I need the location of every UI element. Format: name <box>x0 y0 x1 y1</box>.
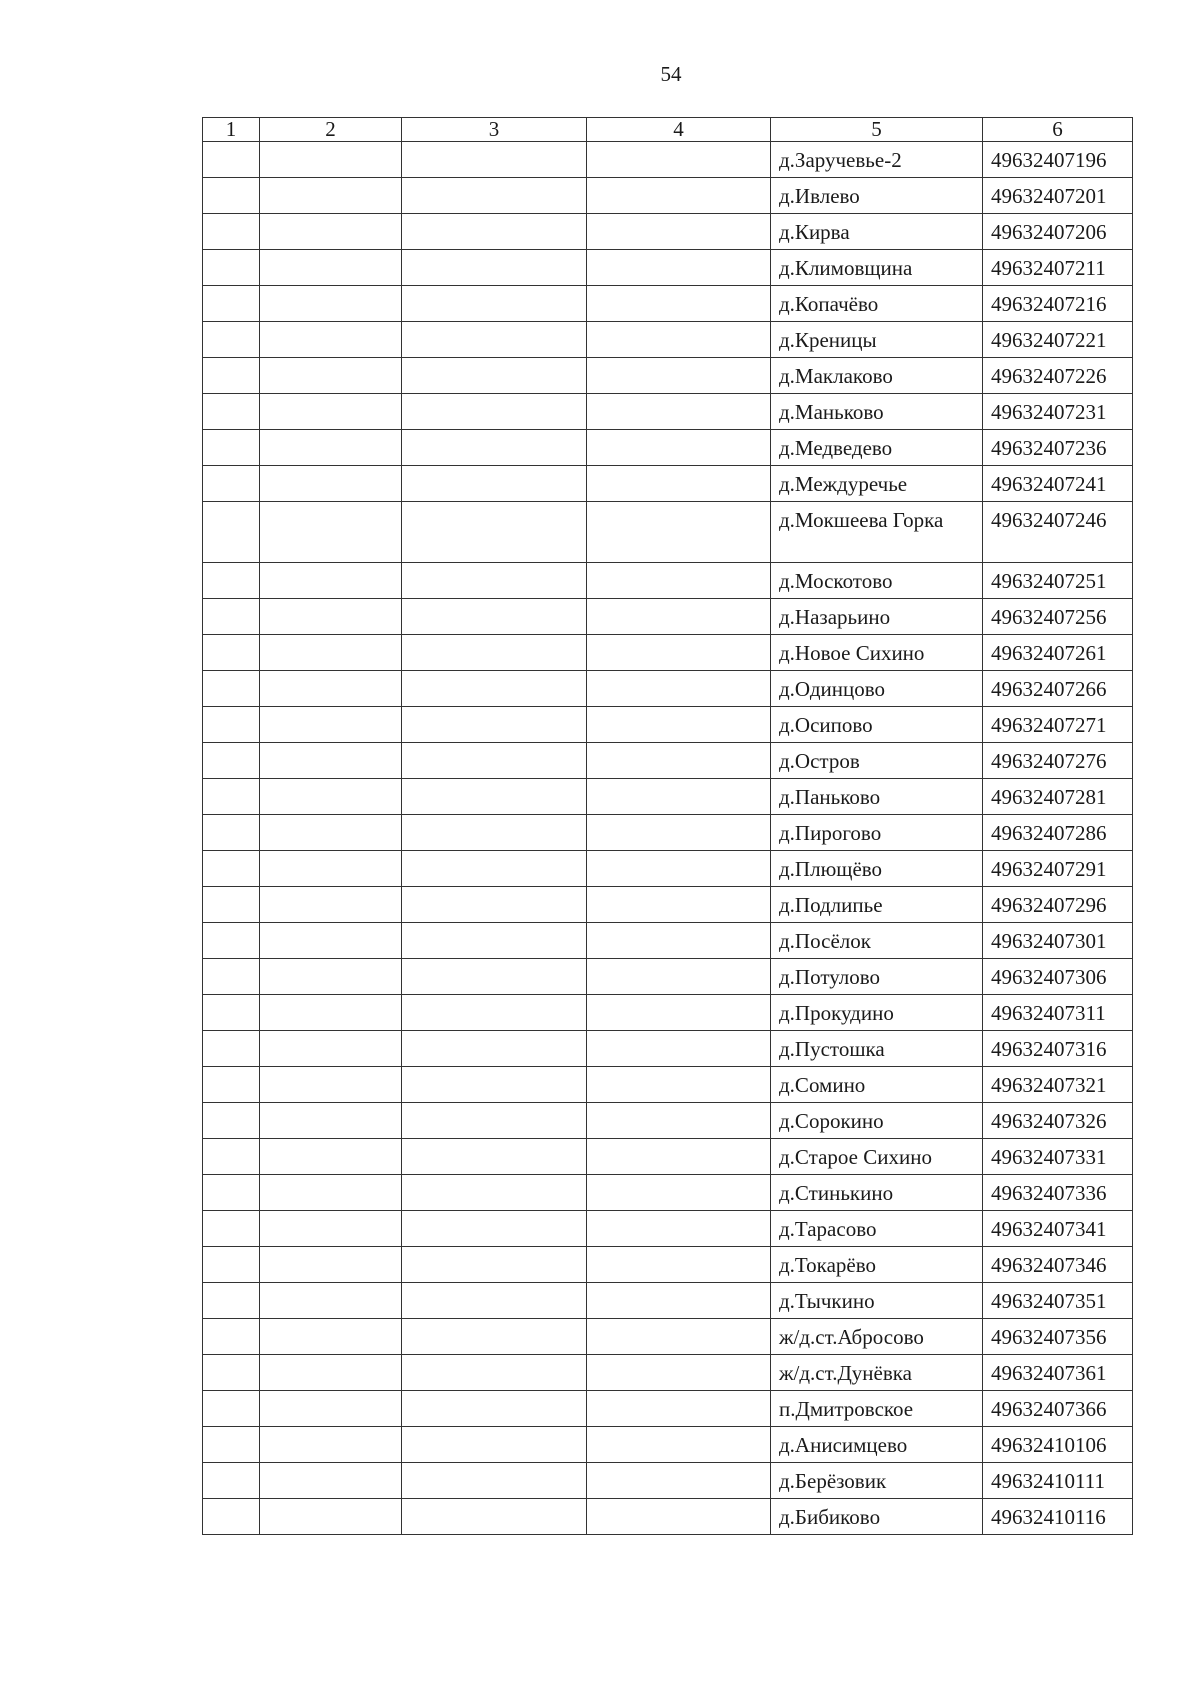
empty-cell <box>587 286 771 322</box>
empty-cell <box>260 1499 402 1535</box>
oktmo-code-cell: 49632407241 <box>983 466 1133 502</box>
oktmo-code-cell: 49632407341 <box>983 1211 1133 1247</box>
empty-cell <box>203 1391 260 1427</box>
empty-cell <box>402 563 587 599</box>
oktmo-code-cell: 49632410111 <box>983 1463 1133 1499</box>
settlement-name-cell: д.Креницы <box>771 322 983 358</box>
settlement-name-cell: д.Маньково <box>771 394 983 430</box>
empty-cell <box>587 250 771 286</box>
empty-cell <box>402 1103 587 1139</box>
empty-cell <box>402 887 587 923</box>
oktmo-code-cell: 49632407356 <box>983 1319 1133 1355</box>
settlement-name-cell: д.Анисимцево <box>771 1427 983 1463</box>
oktmo-code-cell: 49632407196 <box>983 142 1133 178</box>
table-row <box>203 1031 1133 1067</box>
settlement-name-cell: д.Старое Сихино <box>771 1139 983 1175</box>
oktmo-code-cell: 49632407271 <box>983 707 1133 743</box>
empty-cell <box>402 1211 587 1247</box>
table-row <box>203 1067 1133 1103</box>
empty-cell <box>402 1247 587 1283</box>
table-row <box>203 286 1133 322</box>
empty-cell <box>402 178 587 214</box>
empty-cell <box>402 466 587 502</box>
empty-cell <box>402 1139 587 1175</box>
empty-cell <box>203 851 260 887</box>
settlement-name-cell: д.Назарьино <box>771 599 983 635</box>
empty-cell <box>402 1463 587 1499</box>
empty-cell <box>260 430 402 466</box>
empty-cell <box>587 358 771 394</box>
empty-cell <box>203 250 260 286</box>
oktmo-code-cell: 49632407361 <box>983 1355 1133 1391</box>
oktmo-code-cell: 49632407316 <box>983 1031 1133 1067</box>
empty-cell <box>402 286 587 322</box>
empty-cell <box>203 923 260 959</box>
oktmo-code-cell: 49632407331 <box>983 1139 1133 1175</box>
empty-cell <box>260 1355 402 1391</box>
settlement-name-cell: д.Сорокино <box>771 1103 983 1139</box>
settlement-name-cell: д.Тарасово <box>771 1211 983 1247</box>
table-row <box>203 1319 1133 1355</box>
empty-cell <box>402 1031 587 1067</box>
empty-cell <box>402 599 587 635</box>
table-row <box>203 563 1133 599</box>
table-row <box>203 743 1133 779</box>
empty-cell <box>587 1247 771 1283</box>
oktmo-code-cell: 49632407211 <box>983 250 1133 286</box>
empty-cell <box>260 502 402 563</box>
empty-cell <box>203 563 260 599</box>
page-number: 54 <box>660 62 682 86</box>
empty-cell <box>587 1427 771 1463</box>
settlement-name-cell: д.Осипово <box>771 707 983 743</box>
empty-cell <box>260 923 402 959</box>
table-row <box>203 1391 1133 1427</box>
oktmo-code-cell: 49632407346 <box>983 1247 1133 1283</box>
empty-cell <box>203 1247 260 1283</box>
empty-cell <box>587 563 771 599</box>
empty-cell <box>402 1319 587 1355</box>
empty-cell <box>203 815 260 851</box>
settlement-name-cell: д.Посёлок <box>771 923 983 959</box>
settlement-name-cell: ж/д.ст.Дунёвка <box>771 1355 983 1391</box>
empty-cell <box>260 671 402 707</box>
empty-cell <box>402 1391 587 1427</box>
empty-cell <box>260 851 402 887</box>
table-row <box>203 214 1133 250</box>
empty-cell <box>260 358 402 394</box>
oktmo-code-cell: 49632407251 <box>983 563 1133 599</box>
settlement-name-cell: д.Берёзовик <box>771 1463 983 1499</box>
table-row <box>203 995 1133 1031</box>
empty-cell <box>260 815 402 851</box>
empty-cell <box>203 502 260 563</box>
oktmo-code-cell: 49632407321 <box>983 1067 1133 1103</box>
empty-cell <box>203 142 260 178</box>
empty-cell <box>402 214 587 250</box>
empty-cell <box>587 1391 771 1427</box>
empty-cell <box>587 214 771 250</box>
settlement-name-cell: д.Москотово <box>771 563 983 599</box>
settlement-name-cell: д.Одинцово <box>771 671 983 707</box>
settlement-name-cell: д.Ивлево <box>771 178 983 214</box>
settlement-name-cell: д.Тычкино <box>771 1283 983 1319</box>
empty-cell <box>203 995 260 1031</box>
empty-cell <box>203 1175 260 1211</box>
empty-cell <box>260 563 402 599</box>
oktmo-code-cell: 49632407336 <box>983 1175 1133 1211</box>
table-row <box>203 142 1133 178</box>
empty-cell <box>587 743 771 779</box>
empty-cell <box>260 142 402 178</box>
empty-cell <box>260 1103 402 1139</box>
empty-cell <box>587 635 771 671</box>
empty-cell <box>260 322 402 358</box>
oktmo-code-cell: 49632407231 <box>983 394 1133 430</box>
empty-cell <box>402 430 587 466</box>
empty-cell <box>203 1103 260 1139</box>
empty-cell <box>587 887 771 923</box>
oktmo-code-cell: 49632407201 <box>983 178 1133 214</box>
column-header: 4 <box>587 118 771 142</box>
empty-cell <box>402 502 587 563</box>
empty-cell <box>203 358 260 394</box>
table-row <box>203 1427 1133 1463</box>
empty-cell <box>203 430 260 466</box>
empty-cell <box>587 322 771 358</box>
empty-cell <box>587 671 771 707</box>
empty-cell <box>402 322 587 358</box>
empty-cell <box>402 743 587 779</box>
empty-cell <box>587 959 771 995</box>
empty-cell <box>203 1139 260 1175</box>
empty-cell <box>260 743 402 779</box>
empty-cell <box>587 430 771 466</box>
settlement-name-cell: д.Климовщина <box>771 250 983 286</box>
table-row <box>203 1355 1133 1391</box>
empty-cell <box>260 286 402 322</box>
settlement-name-cell: д.Потулово <box>771 959 983 995</box>
settlement-name-cell: д.Медведево <box>771 430 983 466</box>
table-row <box>203 502 1133 563</box>
empty-cell <box>260 214 402 250</box>
settlement-name-cell: д.Прокудино <box>771 995 983 1031</box>
empty-cell <box>587 178 771 214</box>
settlement-name-cell: д.Новое Сихино <box>771 635 983 671</box>
empty-cell <box>402 1427 587 1463</box>
empty-cell <box>402 1283 587 1319</box>
empty-cell <box>203 707 260 743</box>
table-row <box>203 671 1133 707</box>
table-row <box>203 635 1133 671</box>
oktmo-code-cell: 49632407221 <box>983 322 1133 358</box>
empty-cell <box>260 1319 402 1355</box>
empty-cell <box>587 1211 771 1247</box>
empty-cell <box>402 959 587 995</box>
table-row <box>203 1211 1133 1247</box>
empty-cell <box>203 1463 260 1499</box>
empty-cell <box>402 1067 587 1103</box>
empty-cell <box>587 1355 771 1391</box>
empty-cell <box>587 779 771 815</box>
settlement-name-cell: д.Кирва <box>771 214 983 250</box>
empty-cell <box>587 599 771 635</box>
empty-cell <box>260 1211 402 1247</box>
column-header: 3 <box>402 118 587 142</box>
empty-cell <box>260 599 402 635</box>
empty-cell <box>402 394 587 430</box>
empty-cell <box>402 1175 587 1211</box>
column-header: 6 <box>983 118 1133 142</box>
empty-cell <box>260 1175 402 1211</box>
empty-cell <box>203 743 260 779</box>
oktmo-code-cell: 49632407311 <box>983 995 1133 1031</box>
empty-cell <box>402 779 587 815</box>
table-row <box>203 599 1133 635</box>
table-row <box>203 1283 1133 1319</box>
empty-cell <box>203 1067 260 1103</box>
oktmo-code-cell: 49632407296 <box>983 887 1133 923</box>
table-row <box>203 1175 1133 1211</box>
table-row <box>203 430 1133 466</box>
empty-cell <box>260 887 402 923</box>
column-header: 1 <box>203 118 260 142</box>
oktmo-code-cell: 49632407351 <box>983 1283 1133 1319</box>
empty-cell <box>587 1283 771 1319</box>
settlement-name-cell: д.Пирогово <box>771 815 983 851</box>
empty-cell <box>587 466 771 502</box>
empty-cell <box>203 671 260 707</box>
oktmo-code-cell: 49632407291 <box>983 851 1133 887</box>
empty-cell <box>402 995 587 1031</box>
column-header: 5 <box>771 118 983 142</box>
settlement-name-cell: д.Сомино <box>771 1067 983 1103</box>
table-row <box>203 250 1133 286</box>
settlement-name-cell: д.Мокшеева Горка <box>771 502 983 563</box>
empty-cell <box>260 466 402 502</box>
empty-cell <box>203 959 260 995</box>
empty-cell <box>203 779 260 815</box>
header-row <box>203 118 1133 142</box>
oktmo-code-cell: 49632407246 <box>983 502 1133 563</box>
empty-cell <box>260 779 402 815</box>
settlement-name-cell: д.Бибиково <box>771 1499 983 1535</box>
settlement-name-cell: ж/д.ст.Абросово <box>771 1319 983 1355</box>
settlement-name-cell: д.Токарёво <box>771 1247 983 1283</box>
table-row <box>203 178 1133 214</box>
empty-cell <box>203 214 260 250</box>
empty-cell <box>260 1139 402 1175</box>
empty-cell <box>402 815 587 851</box>
settlement-name-cell: д.Плющёво <box>771 851 983 887</box>
oktmo-code-cell: 49632407281 <box>983 779 1133 815</box>
empty-cell <box>203 1427 260 1463</box>
empty-cell <box>260 1283 402 1319</box>
empty-cell <box>587 1463 771 1499</box>
column-header: 2 <box>260 118 402 142</box>
settlements-table <box>202 117 1133 1535</box>
empty-cell <box>203 466 260 502</box>
oktmo-code-cell: 49632407306 <box>983 959 1133 995</box>
empty-cell <box>402 707 587 743</box>
oktmo-code-cell: 49632407301 <box>983 923 1133 959</box>
empty-cell <box>402 923 587 959</box>
empty-cell <box>260 959 402 995</box>
empty-cell <box>402 250 587 286</box>
empty-cell <box>402 142 587 178</box>
empty-cell <box>587 1499 771 1535</box>
empty-cell <box>260 394 402 430</box>
oktmo-code-cell: 49632407216 <box>983 286 1133 322</box>
empty-cell <box>587 1067 771 1103</box>
empty-cell <box>260 1463 402 1499</box>
oktmo-code-cell: 49632407226 <box>983 358 1133 394</box>
settlement-name-cell: п.Дмитровское <box>771 1391 983 1427</box>
settlement-name-cell: д.Стинькино <box>771 1175 983 1211</box>
empty-cell <box>402 671 587 707</box>
oktmo-code-cell: 49632407266 <box>983 671 1133 707</box>
empty-cell <box>203 887 260 923</box>
table-row <box>203 887 1133 923</box>
empty-cell <box>260 707 402 743</box>
table-row <box>203 1499 1133 1535</box>
empty-cell <box>203 178 260 214</box>
oktmo-code-cell: 49632407366 <box>983 1391 1133 1427</box>
empty-cell <box>203 1211 260 1247</box>
empty-cell <box>203 599 260 635</box>
settlement-name-cell: д.Маклаково <box>771 358 983 394</box>
oktmo-code-cell: 49632407276 <box>983 743 1133 779</box>
table-row <box>203 1247 1133 1283</box>
oktmo-code-cell: 49632407206 <box>983 214 1133 250</box>
empty-cell <box>260 1427 402 1463</box>
empty-cell <box>402 358 587 394</box>
table-row <box>203 851 1133 887</box>
empty-cell <box>587 815 771 851</box>
empty-cell <box>587 394 771 430</box>
empty-cell <box>587 707 771 743</box>
empty-cell <box>587 851 771 887</box>
empty-cell <box>203 1319 260 1355</box>
oktmo-code-cell: 49632407236 <box>983 430 1133 466</box>
settlement-name-cell: д.Междуречье <box>771 466 983 502</box>
empty-cell <box>587 1319 771 1355</box>
table-row <box>203 1139 1133 1175</box>
oktmo-code-cell: 49632410106 <box>983 1427 1133 1463</box>
table-row <box>203 322 1133 358</box>
empty-cell <box>203 1283 260 1319</box>
oktmo-code-cell: 49632407286 <box>983 815 1133 851</box>
settlement-name-cell: д.Остров <box>771 743 983 779</box>
table-row <box>203 815 1133 851</box>
empty-cell <box>402 851 587 887</box>
empty-cell <box>260 1247 402 1283</box>
settlement-name-cell: д.Пустошка <box>771 1031 983 1067</box>
empty-cell <box>402 1355 587 1391</box>
empty-cell <box>587 995 771 1031</box>
oktmo-code-cell: 49632407256 <box>983 599 1133 635</box>
empty-cell <box>260 1031 402 1067</box>
empty-cell <box>587 1103 771 1139</box>
empty-cell <box>402 635 587 671</box>
empty-cell <box>203 394 260 430</box>
table-row <box>203 779 1133 815</box>
empty-cell <box>587 1031 771 1067</box>
empty-cell <box>587 142 771 178</box>
empty-cell <box>260 178 402 214</box>
table-row <box>203 358 1133 394</box>
empty-cell <box>587 1175 771 1211</box>
settlement-name-cell: д.Паньково <box>771 779 983 815</box>
oktmo-code-cell: 49632407326 <box>983 1103 1133 1139</box>
table-row <box>203 394 1133 430</box>
oktmo-code-cell: 49632410116 <box>983 1499 1133 1535</box>
oktmo-code-cell: 49632407261 <box>983 635 1133 671</box>
empty-cell <box>587 502 771 563</box>
empty-cell <box>203 1031 260 1067</box>
empty-cell <box>260 635 402 671</box>
settlement-name-cell: д.Подлипье <box>771 887 983 923</box>
table-row <box>203 959 1133 995</box>
table-row <box>203 923 1133 959</box>
empty-cell <box>203 1355 260 1391</box>
empty-cell <box>260 995 402 1031</box>
empty-cell <box>402 1499 587 1535</box>
empty-cell <box>260 1067 402 1103</box>
empty-cell <box>203 1499 260 1535</box>
table-body <box>203 142 1133 1535</box>
empty-cell <box>203 322 260 358</box>
empty-cell <box>587 1139 771 1175</box>
empty-cell <box>260 250 402 286</box>
empty-cell <box>203 635 260 671</box>
empty-cell <box>587 923 771 959</box>
settlement-name-cell: д.Заручевье-2 <box>771 142 983 178</box>
table-row <box>203 1463 1133 1499</box>
table-row <box>203 1103 1133 1139</box>
table-row <box>203 466 1133 502</box>
table-row <box>203 707 1133 743</box>
settlement-name-cell: д.Копачёво <box>771 286 983 322</box>
empty-cell <box>260 1391 402 1427</box>
empty-cell <box>203 286 260 322</box>
